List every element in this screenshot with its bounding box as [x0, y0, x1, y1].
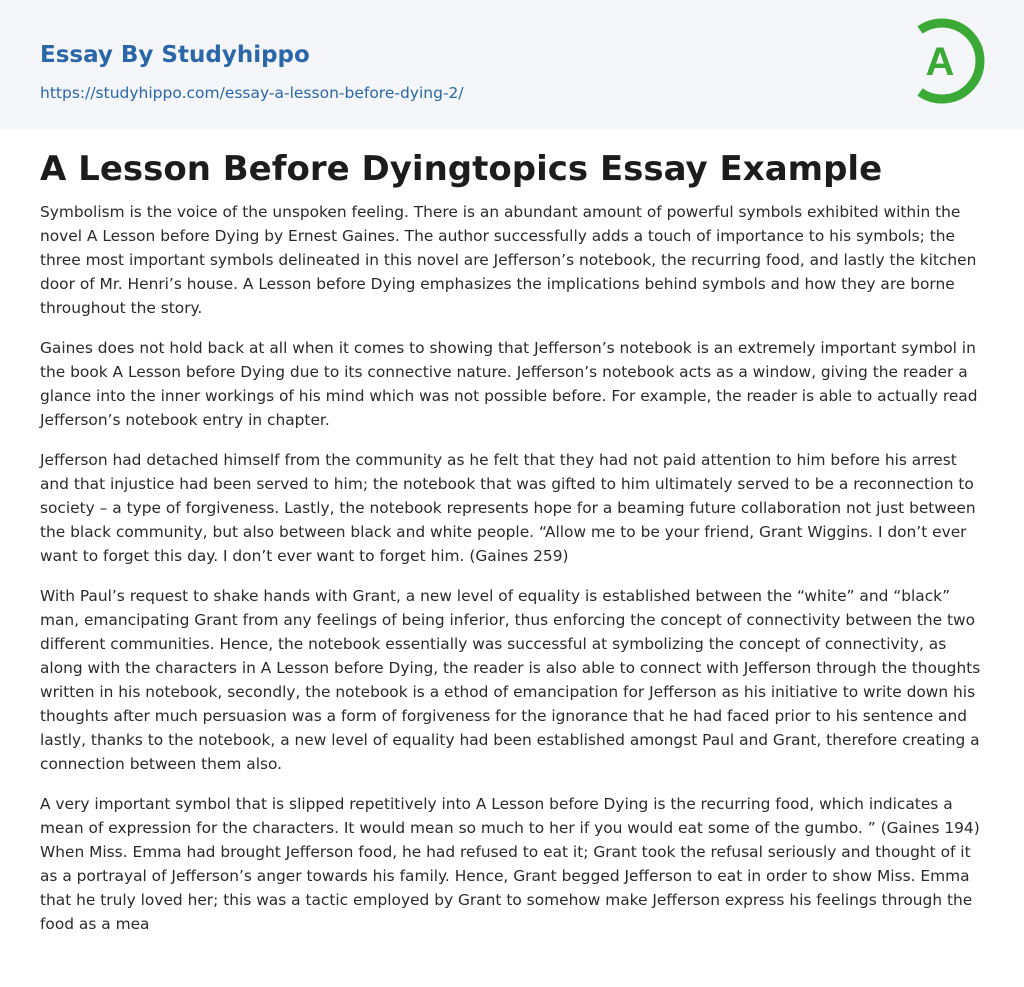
studyhippo-logo-icon[interactable] — [910, 18, 988, 106]
logo-letter: A — [925, 40, 955, 84]
page-title: A Lesson Before Dyingtopics Essay Example — [40, 149, 883, 189]
article-paragraph-1: Symbolism is the voice of the unspoken feeling. There is an abundant amount of powerful symbols exhibited within the novel A Lesson before Dying by Ernest Gaines. The author successfully adds a touch of importance to his symbols; the three most important symbols delineated in this novel are Jefferson’s notebook, the recurring food, and lastly the kitchen door of Mr. Henri’s house. A Lesson before Dying emphasizes the implications behind symbols and how they are borne throughout the story. — [40, 203, 977, 317]
article-paragraph-5: A very important symbol that is slipped repetitively into A Lesson before Dying is the recurring food, which indicates a mean of expression for the characters. It would mean so much to her if you would eat some of the gumbo. ” (Gaines 194) When Miss. Emma had brought Jefferson food, he had refused to eat it; Grant took the refusal seriously and thought of it as a portrayal of Jefferson’s anger towards his family. Hence, Grant begged Jefferson to eat in order to show Miss. Emma that he truly loved her; this was a tactic employed by Grant to somehow make Jefferson express his feelings through the food as a mea — [40, 795, 980, 933]
article-paragraph-3: Jefferson had detached himself from the community as he felt that they had not paid attention to him before his arrest and that injustice had been served to him; the notebook that was gifted to him ultimately served to be a reconnection to society – a type of forgiveness. Lastly, the notebook represents hope for a beaming future collaboration not just between the black community, but also between black and white people. “Allow me to be your friend, Grant Wiggins. I don’t ever want to forget this day. I don’t ever want to forget him. (Gaines 259) — [40, 451, 976, 565]
article-paragraph-2: Gaines does not hold back at all when it comes to showing that Jefferson’s notebook is an extremely important symbol in the book A Lesson before Dying due to its connective nature. Jefferson’s notebook acts as a window, giving the reader a glance into the inner workings of his mind which was not possible before. For example, the reader is able to actually read Jefferson’s notebook entry in chapter. — [40, 339, 978, 429]
article — [40, 146, 986, 952]
site-title[interactable]: Essay By Studyhippo — [40, 42, 310, 68]
source-url-link[interactable]: https://studyhippo.com/essay-a-lesson-before-dying-2/ — [40, 84, 464, 102]
site-header — [0, 0, 1024, 129]
article-paragraph-4: With Paul’s request to shake hands with Grant, a new level of equality is established between the “white” and “black” man, emancipating Grant from any feelings of being inferior, thus enforcing the concept of connectivity between the two different communities. Hence, the notebook essentially was successful at symbolizing the concept of connectivity, as along with the characters in A Lesson before Dying, the reader is also able to connect with Jefferson through the thoughts written in his notebook, secondly, the notebook is a ethod of emancipation for Jefferson as his initiative to write down his thoughts after much persuasion was a form of forgiveness for the ignorance that he had faced prior to his sentence and lastly, thanks to the notebook, a new level of equality had been established amongst Paul and Grant, therefore creating a connection between them also. — [40, 587, 981, 773]
